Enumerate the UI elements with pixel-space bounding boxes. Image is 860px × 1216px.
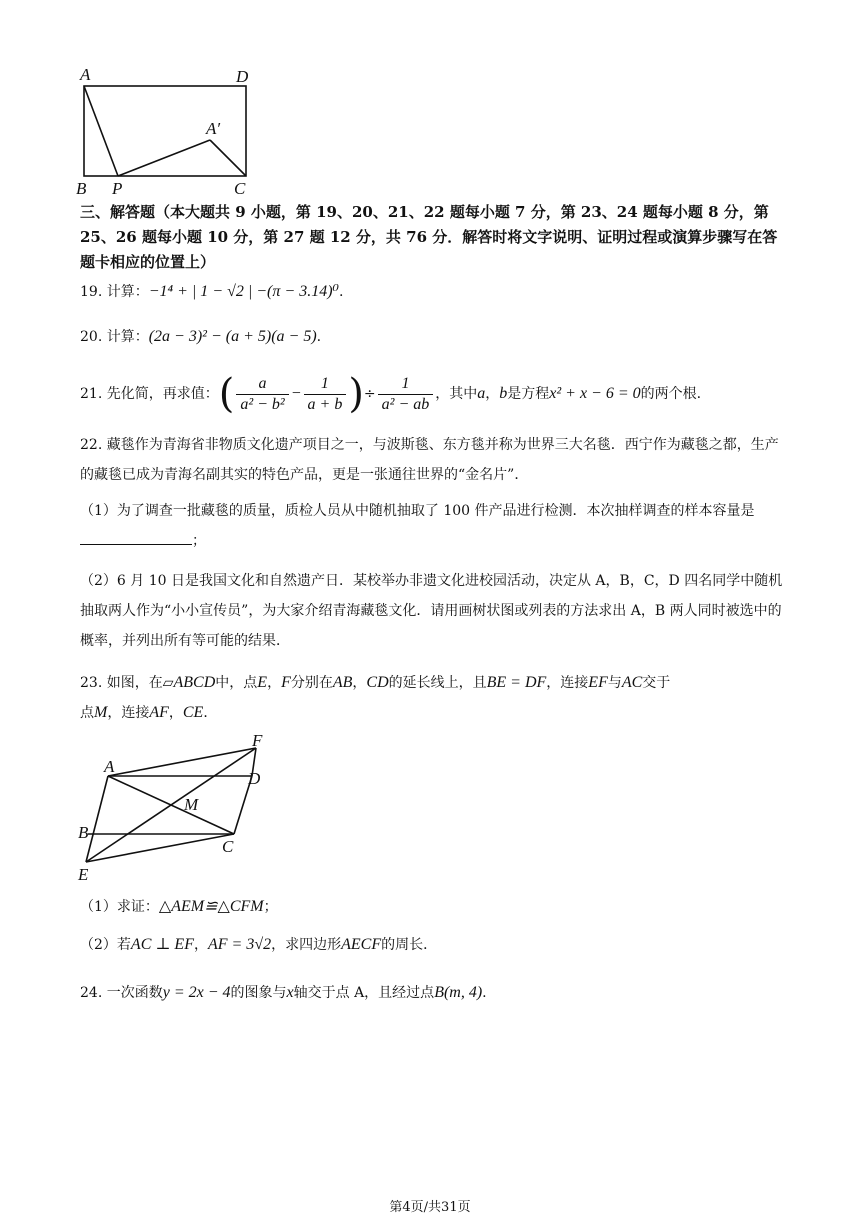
question-19 (80, 279, 792, 305)
question-23 (80, 668, 792, 728)
q23-text: ， (352, 675, 367, 691)
q24-text: . (482, 985, 487, 1001)
q23-ab: AB (332, 674, 353, 691)
q23-abcd: ABCD (173, 674, 216, 691)
q21-frac2: $\frac{1}{a + b}$ (304, 374, 347, 415)
q23-part2-expr2: AF = 3√2 (207, 936, 272, 953)
q21-prefix: 先化简，再求值： (106, 386, 219, 402)
q23-text: ． (203, 705, 218, 721)
q23-ef: EF (588, 674, 608, 691)
q21-equation: x² + x − 6 = 0 (549, 385, 641, 402)
q21-b: b (499, 385, 508, 402)
q23-text: 与 (607, 675, 622, 691)
q23-part2-expr1: AC ⊥ EF (130, 936, 194, 953)
q23-ac: AC (621, 674, 643, 691)
label-D: D (248, 769, 261, 788)
question-20 (80, 324, 792, 350)
q22-part1-end: ； (192, 533, 206, 549)
parallelogram-figure (74, 728, 274, 884)
q19-num: 19. (80, 284, 103, 300)
q23-e: E (257, 674, 268, 691)
q23-be-df: BE = DF (486, 674, 547, 691)
label-M: M (184, 795, 199, 814)
q20-expr: (2a − 3)² − (a + 5)(a − 5) (148, 328, 317, 345)
label-D: D (236, 67, 249, 86)
q21-frac1: $\frac{a}{\text{a² − b²}}$ (236, 374, 288, 415)
q23-text: ，连接 (546, 675, 589, 691)
q20-num: 20. (80, 329, 103, 345)
q24-x: x (286, 984, 294, 1001)
q23-num: 23. (80, 675, 103, 691)
q23-text: 中，点 (215, 675, 258, 691)
question-22 (80, 430, 792, 490)
question-23-part1 (80, 894, 792, 920)
q24-point: B(m, 4) (434, 984, 483, 1001)
q23-text: ， (267, 675, 282, 691)
q23-part1-end: ； (263, 899, 278, 915)
page-number: 第4页/共31页 (389, 1200, 471, 1215)
q23-ce: CE (182, 704, 204, 721)
q23-text: 的延长线上，且 (388, 675, 487, 691)
label-F: F (252, 731, 263, 750)
question-22-part1 (80, 496, 792, 556)
q23-part2-mid: ， (193, 937, 208, 953)
q21-tail2: 是方程 (507, 386, 550, 402)
label-C: C (222, 837, 234, 856)
label-A: A (104, 757, 115, 776)
label-B: B (78, 823, 89, 842)
q23-text: ，连接 (107, 705, 150, 721)
q23-part2-expr3: AECF (341, 936, 382, 953)
q23-m: M (94, 704, 108, 721)
q21-comma: ， (485, 386, 500, 402)
question-22-part2 (80, 566, 792, 656)
q20-suffix: . (316, 329, 322, 345)
q22-part2-text: （2）6 月 10 日是我国文化和自然遗产日．某校举办非遗文化进校园活动，决定从 A，B，C，D 四名同学中随机抽取两人作为“小小宣传员”，为大家介绍青海藏毯文化．请用画树状图或列表的方法求出 A，B 两人同时被选中的概率，并列出所有等可能的结果． (80, 573, 783, 649)
q21-tail3: 的两个根. (640, 386, 702, 402)
q21-a: a (477, 385, 486, 402)
q23-f: F (281, 674, 291, 691)
question-24 (80, 980, 792, 1006)
q21-num: 21. (80, 386, 103, 402)
q21-frac3: $\frac{1}{\text{a² − ab}}$ (378, 374, 434, 415)
label-C: C (234, 179, 246, 198)
q23-text: 交于 (642, 675, 671, 691)
question-23-part2 (80, 932, 792, 958)
q23-part1-expr: △AEM≌△CFM (158, 898, 264, 915)
label-P: P (112, 179, 123, 198)
q24-num: 24. (80, 985, 103, 1001)
section-title: 三、解答题（本大题共 9 小题，第 19、20、21、22 题每小题 7 分，第 23、24 题每小题 8 分，第 25、26 题每小题 10 分，第 27 题 12 分，共 76 分．解答时将文字说明、证明过程或演算步骤写在答题卡相应的位置上） (80, 203, 778, 271)
q23-part1-prefix: （1）求证： (80, 899, 159, 915)
q23-af: AF (149, 704, 169, 721)
label-A: A (80, 65, 91, 84)
question-21: 21. 先化简，再求值：( $\frac{a}{\text{a² − b²}}$ − $\frac{1}{a + b}$ )÷ $\frac{1}{\text{a² − ab}}$ ，其中a，b是方程x² + x − 6 = 0的两个根. (80, 371, 702, 417)
q21-div: ÷ (363, 386, 376, 402)
q23-part2-prefix: （2）若 (80, 937, 131, 953)
q22-text: 藏毯作为青海省非物质文化遗产项目之一，与波斯毯、东方毯并称为世界三大名毯．西宁作为藏毯之都，生产的藏毯已成为青海名副其实的特色产品，更是一张通往世界的“金名片”． (80, 437, 779, 483)
q23-text: 分别在 (290, 675, 333, 691)
q23-part2-mid2: ，求四边形 (271, 937, 342, 953)
label-A-prime: A′ (206, 119, 221, 138)
q21-minus: − (290, 385, 302, 402)
rectangle-fold-figure (74, 62, 264, 202)
q22-part1-text: （1）为了调查一批藏毯的质量，质检人员从中随机抽取了 100 件产品进行检测．本次抽样调查的样本容量是 (80, 503, 755, 519)
q24-expr: y = 2x − 4 (162, 984, 231, 1001)
q23-text: 如图，在▱ (106, 675, 174, 691)
q19-suffix: . (338, 284, 344, 300)
q23-cd: CD (366, 674, 389, 691)
label-E: E (78, 865, 89, 884)
q24-text: 一次函数 (106, 985, 163, 1001)
q20-prefix: 计算： (106, 329, 149, 345)
q19-prefix: 计算： (106, 284, 149, 300)
q24-text: 轴交于点 A，且经过点 (293, 985, 435, 1001)
q23-text: 点 (80, 705, 94, 721)
q21-tail1: ，其中 (435, 386, 478, 402)
q19-expr: −1⁴ + | 1 − √2 | −(π − 3.14)⁰ (148, 283, 339, 300)
q22-num: 22. (80, 437, 103, 453)
q23-text: ， (168, 705, 183, 721)
label-B: B (76, 179, 87, 198)
answer-blank[interactable] (80, 530, 192, 545)
q24-text: 的图象与 (230, 985, 287, 1001)
q23-part2-end: 的周长． (381, 937, 438, 953)
